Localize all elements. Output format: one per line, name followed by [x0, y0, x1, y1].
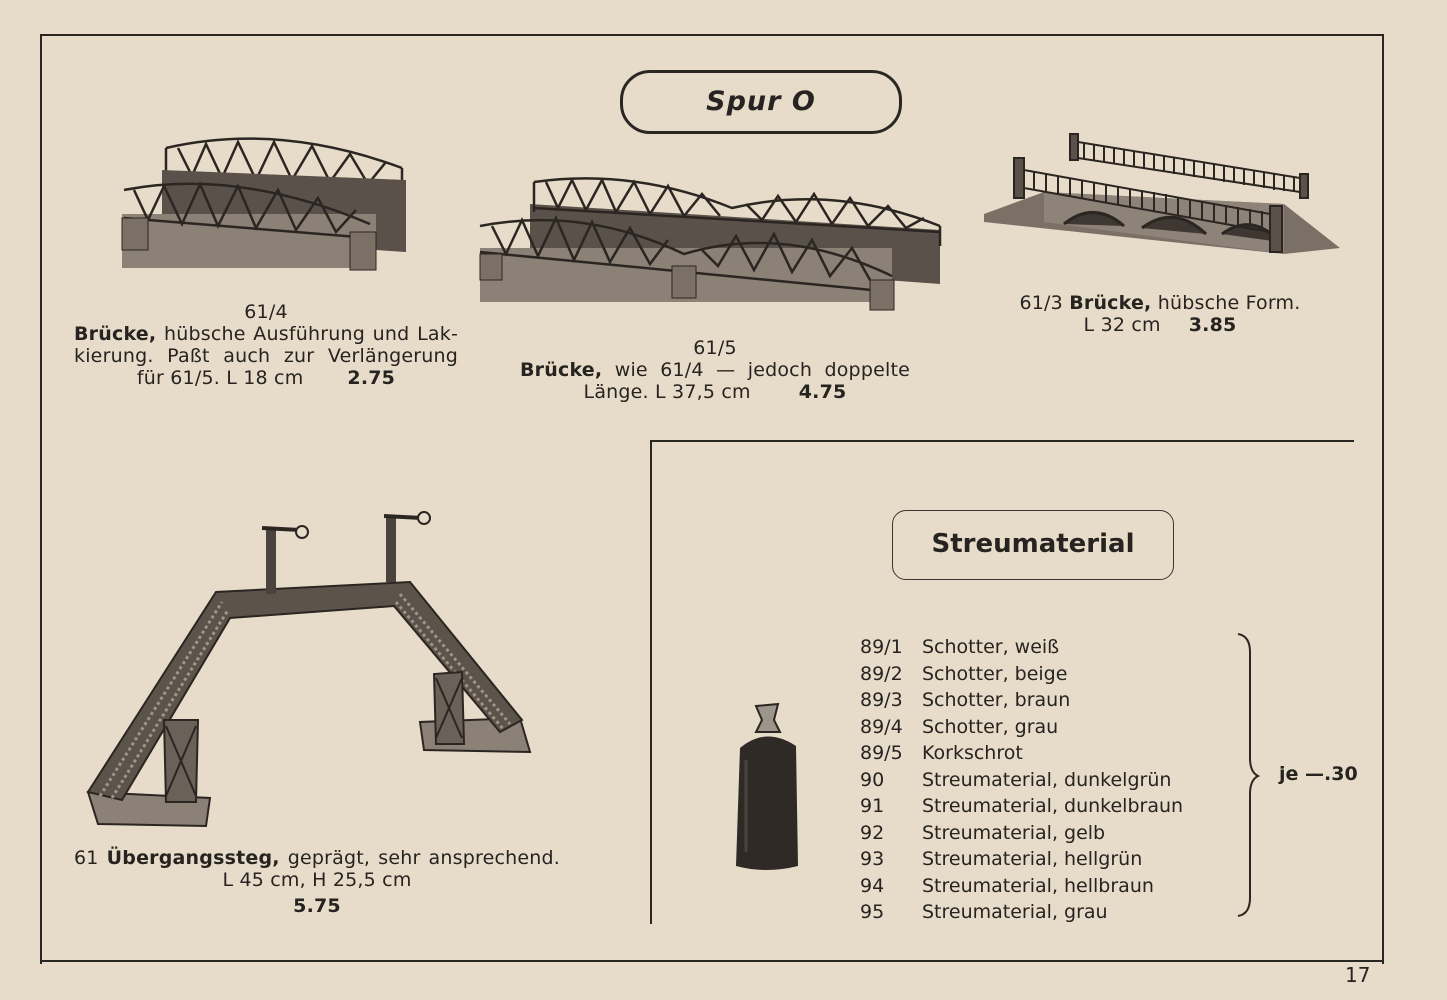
page-number: 17 — [1345, 963, 1371, 987]
list-item: 89/2 Schotter, beige — [860, 662, 1068, 685]
product-name: Brücke, — [74, 323, 157, 345]
product-price: 2.75 — [347, 367, 396, 389]
product-name: Brücke, — [1069, 292, 1152, 314]
list-item: 89/3 Schotter, braun — [860, 689, 1071, 711]
caption-61-4 — [74, 301, 458, 389]
streu-title: Streumaterial — [892, 510, 1174, 580]
product-number: 61/3 — [1019, 292, 1063, 314]
product-number: 61 — [74, 847, 99, 869]
list-item: 89/1 Schotter, weiß — [860, 636, 1060, 658]
streu-price: je —.30 — [1279, 763, 1358, 785]
product-number: 61/5 — [693, 337, 737, 359]
product-price: 4.75 — [798, 381, 847, 403]
list-item: 94 Streumaterial, hellbraun — [860, 874, 1154, 897]
list-item: 89/5 Korkschrot — [860, 742, 1023, 764]
product-number: 61/4 — [244, 301, 288, 323]
streu-list — [860, 634, 1183, 926]
list-item: 95 Streumaterial, grau — [860, 901, 1108, 923]
list-item: 92 Streumaterial, gelb — [860, 821, 1106, 844]
product-desc: für 61/5. L 18 cm — [136, 367, 304, 389]
product-desc: kierung. Paßt auch zur Verlängerung — [74, 345, 458, 367]
list-item: 93 Streumaterial, hellgrün — [860, 848, 1143, 870]
list-item: 90 Streumaterial, dunkelgrün — [860, 768, 1172, 791]
caption-61 — [74, 847, 560, 917]
product-desc: L 32 cm — [1083, 314, 1161, 336]
bridge-61-5-illustration — [474, 174, 946, 314]
product-desc: L 45 cm, H 25,5 cm — [222, 869, 412, 891]
list-item: 91 Streumaterial, dunkelbraun — [860, 795, 1184, 817]
page-title: Spur O — [620, 70, 902, 134]
divider-tick — [40, 420, 44, 432]
footbridge-61-illustration — [80, 506, 550, 840]
product-name: Übergangssteg, — [106, 847, 280, 869]
product-desc: geprägt, sehr ansprechend. — [287, 847, 560, 869]
bridge-61-4-illustration — [118, 128, 418, 280]
product-desc: hübsche Form. — [1157, 292, 1301, 314]
bridge-61-3-illustration — [984, 130, 1346, 260]
frame-bottom-rule — [40, 960, 1382, 962]
product-desc: wie 61/4 — jedoch doppelte — [614, 359, 910, 381]
product-price: 5.75 — [293, 895, 341, 917]
product-price: 3.85 — [1188, 314, 1237, 336]
product-name: Brücke, — [520, 359, 603, 381]
list-item: 89/4 Schotter, grau — [860, 715, 1059, 738]
bag-illustration — [730, 702, 804, 872]
product-desc: hübsche Ausführung und Lak- — [163, 323, 458, 345]
brace-icon — [1236, 632, 1260, 918]
caption-61-3 — [1010, 292, 1310, 336]
product-desc: Länge. L 37,5 cm — [583, 381, 751, 403]
caption-61-5 — [520, 337, 910, 403]
